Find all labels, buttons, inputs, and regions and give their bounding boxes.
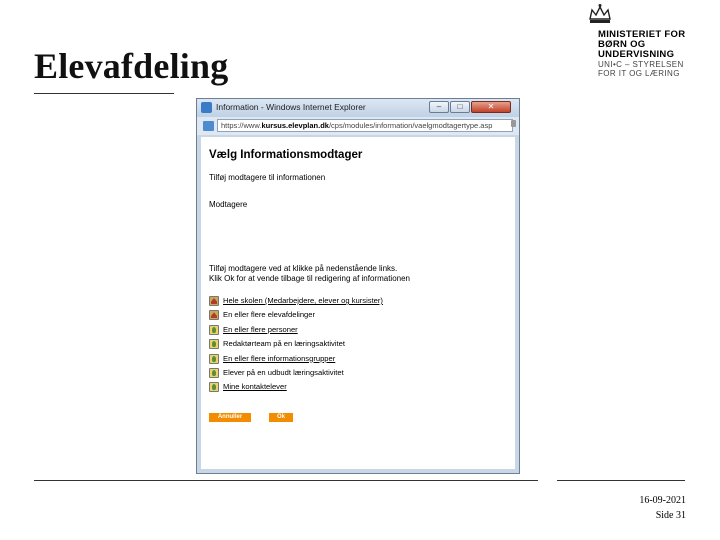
crown-icon (587, 3, 613, 27)
lock-icon (511, 120, 516, 127)
page-icon (203, 121, 214, 131)
title-underline (34, 93, 174, 94)
footer-page-number: Side 31 (655, 510, 686, 521)
logo-line-4: UNI•C – STYRELSEN (598, 60, 684, 69)
close-button[interactable]: ✕ (471, 101, 511, 113)
recipient-option[interactable] (209, 380, 509, 394)
ie-icon (201, 102, 212, 113)
recipient-option-label[interactable]: En eller flere elevafdelinger (223, 310, 316, 320)
recipient-options (209, 294, 509, 395)
instruction-line-2: Klik Ok for at vende tilbage til redigering af informationen (209, 273, 410, 283)
person-icon (209, 325, 219, 335)
ok-button[interactable]: Ok (269, 413, 293, 422)
person-icon (209, 368, 219, 378)
logo-line-3: UNDERVISNING (598, 49, 675, 60)
house-icon (209, 310, 219, 320)
footer-divider-left (34, 480, 538, 481)
recipient-option[interactable] (209, 337, 509, 351)
logo-line-1: MINISTERIET FOR (598, 29, 686, 40)
url-prefix: https://www. (221, 121, 262, 130)
browser-window (196, 98, 520, 474)
recipients-label: Modtagere (209, 200, 248, 209)
recipient-option-label[interactable]: Redaktørteam på en læringsaktivitet (223, 339, 345, 349)
logo-line-5: FOR IT OG LÆRING (598, 69, 680, 78)
minimize-button[interactable]: – (429, 101, 449, 113)
window-titlebar[interactable] (197, 99, 519, 117)
person-icon (209, 339, 219, 349)
maximize-button[interactable]: □ (450, 101, 470, 113)
recipient-option-label[interactable]: Hele skolen (Medarbejdere, elever og kursister) (223, 296, 383, 305)
recipient-option[interactable] (209, 294, 509, 308)
ministry-logo (583, 3, 703, 78)
instruction-line-1: Tilføj modtagere ved at klikke på nedenstående links. (209, 264, 398, 273)
person-icon (209, 382, 219, 392)
url-domain: kursus.elevplan.dk (261, 121, 329, 130)
house-icon (209, 296, 219, 306)
footer-divider-right (557, 480, 685, 481)
recipient-option-label[interactable]: Elever på en udbudt læringsaktivitet (223, 367, 344, 377)
recipient-option-label[interactable]: En eller flere informationsgrupper (223, 353, 336, 363)
recipient-option[interactable] (209, 308, 509, 322)
logo-line-2: BØRN OG (598, 39, 646, 50)
footer-date: 16-09-2021 (639, 495, 686, 506)
recipient-option[interactable] (209, 323, 509, 337)
recipient-option[interactable] (209, 352, 509, 366)
instructions (209, 264, 509, 283)
recipient-option-label[interactable]: En eller flere personer (223, 324, 298, 334)
person-icon (209, 354, 219, 364)
cancel-button[interactable]: Annuller (209, 413, 251, 422)
address-bar (197, 117, 519, 135)
slide-title: Elevafdeling (34, 46, 229, 86)
page-subheading: Tilføj modtagere til informationen (209, 173, 326, 182)
page-heading: Vælg Informationsmodtager (209, 149, 363, 161)
url-field[interactable] (217, 119, 513, 132)
page-content (201, 137, 515, 469)
recipient-option-label[interactable]: Mine kontaktelever (223, 382, 287, 392)
recipient-option[interactable] (209, 366, 509, 380)
window-title: Information - Windows Internet Explorer (216, 102, 366, 112)
url-path: /cps/modules/information/vaelgmodtagertype.asp (328, 121, 493, 130)
